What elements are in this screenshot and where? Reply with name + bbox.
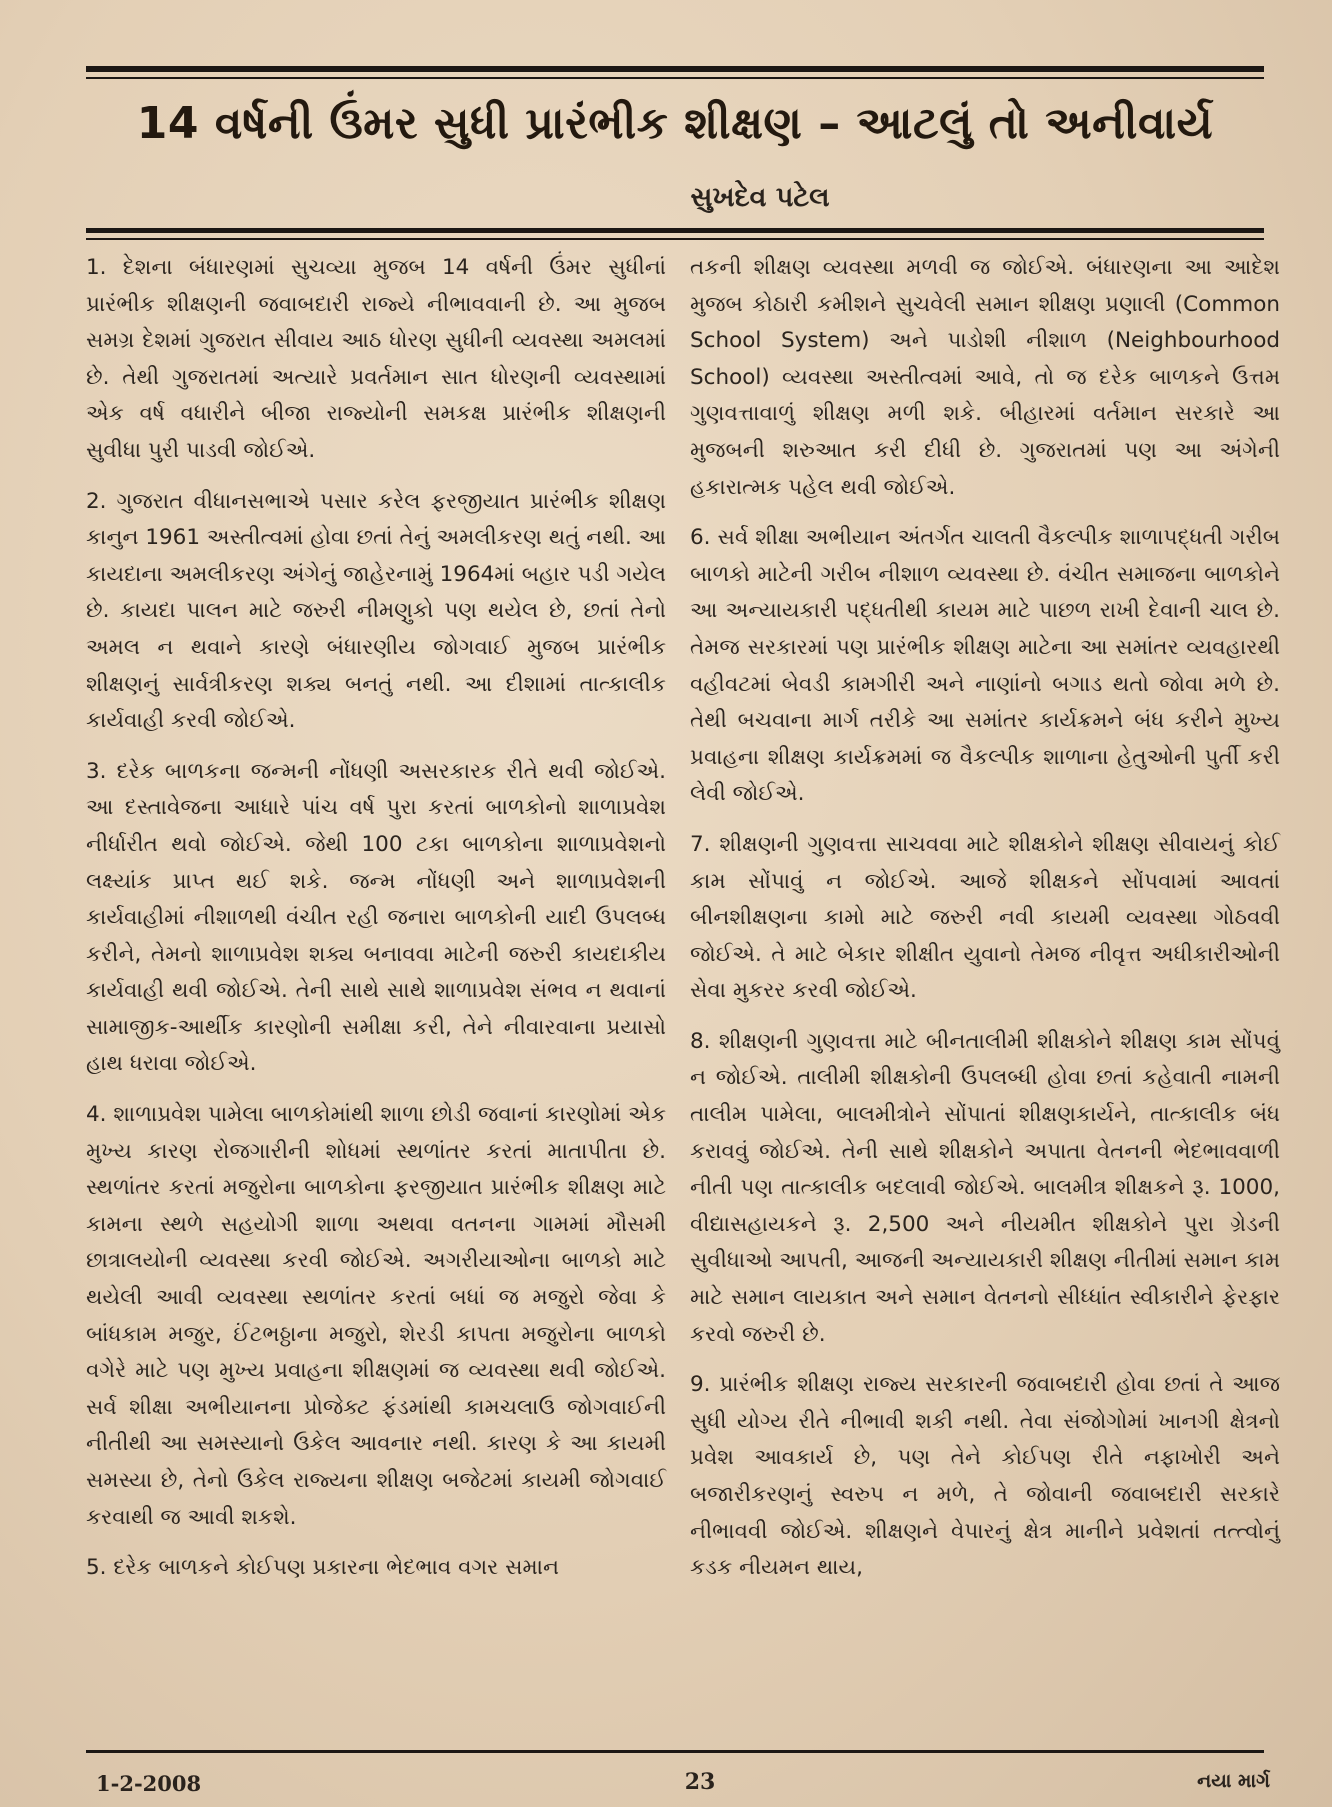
paragraph-2: 2. ગુજરાત વીધાનસભાએ પસાર કરેલ ફરજીયાત પ્રારંભીક શીક્ષણ કાનુન 1961 અસ્તીત્વમાં હોવા છતાં તેનું અમલીકરણ થતું નથી. આ કાયદાના અમલીકરણ અંગેનું જાહેરનામું 1964માં બહાર પડી ગયેલ છે. કાયદા પાલન માટે જરુરી નીમણુકો પણ થયેલ છે, છતાં તેનો અમલ ન થવાને કારણે બંધારણીય જોગવાઈ મુજબ પ્રારંભીક શીક્ષણનું સાર્વત્રીકરણ શક્ય બનતું નથી. આ દીશામાં તાત્કાલીક કાર્યવાહી કરવી જોઈએ.	[86, 488, 666, 734]
footer-rule	[86, 1750, 1264, 1753]
paragraph-9: 9. પ્રારંભીક શીક્ષણ રાજ્ય સરકારની જવાબદારી હોવા છતાં તે આજ સુધી યોગ્ય રીતે નીભાવી શકી નથી. તેવા સંજોગોમાં ખાનગી ક્ષેત્રનો પ્રવેશ આવકાર્ય છે, પણ તેને કોઈપણ રીતે નફાખોરી અને બજારીકરણનું સ્વરુપ ન મળે, તે જોવાની જવાબદારી સરકારે નીભાવવી જોઈએ. શીક્ષણને વેપારનું ક્ષેત્ર માનીને પ્રવેશતાં તત્ત્વોનું કડક નીયમન થાય,	[690, 1372, 1280, 1581]
paragraph-5-continued: તકની શીક્ષણ વ્યવસ્થા મળવી જ જોઈએ. બંધારણના આ આદેશ મુજબ કોઠારી કમીશને સુચવેલી સમાન શીક્ષણ પ્રણાલી (Common School System) અને પાડોશી નીશાળ (Neighbourhood School) વ્યવસ્થા અસ્તીત્વમાં આવે, તો જ દરેક બાળકને ઉત્તમ ગુણવત્તાવાળું શીક્ષણ મળી શકે. બીહારમાં વર્તમાન સરકારે આ મુજબની શરુઆત કરી દીધી છે. ગુજરાતમાં પણ આ અંગેની હકારાત્મક પહેલ થવી જોઈએ.	[690, 255, 1280, 500]
footer-date: 1-2-2008	[96, 1771, 202, 1796]
paragraph-6: 6. સર્વ શીક્ષા અભીયાન અંતર્ગત ચાલતી વૈકલ્પીક શાળાપદ્ધતી ગરીબ બાળકો માટેની ગરીબ નીશાળ વ્યવસ્થા છે. વંચીત સમાજના બાળકોને આ અન્યાયકારી પદ્ધતીથી કાયમ માટે પાછળ રાખી દેવાની ચાલ છે. તેમજ સરકારમાં પણ પ્રારંભીક શીક્ષણ માટેના આ સમાંતર વ્યવહારથી વહીવટમાં બેવડી કામગીરી અને નાણાંનો બગાડ થતો જોવા મળે છે. તેથી બચવાના માર્ગ તરીકે આ સમાંતર કાર્યક્રમને બંધ કરીને મુખ્ય પ્રવાહના શીક્ષણ કાર્યક્રમમાં જ વૈકલ્પીક શાળાના હેતુઓની પુર્તી કરી લેવી જોઈએ.	[690, 525, 1280, 807]
article-author: સુખદેવ પટેલ	[690, 182, 830, 213]
paragraph-7: 7. શીક્ષણની ગુણવત્તા સાચવવા માટે શીક્ષકોને શીક્ષણ સીવાયનું કોઈ કામ સોંપાવું ન જોઈએ. આજે શીક્ષકને સોંપવામાં આવતાં બીનશીક્ષણના કામો માટે જરુરી નવી કાયમી વ્યવસ્થા ગોઠવવી જોઈએ. તે માટે બેકાર શીક્ષીત યુવાનો તેમજ નીવૃત્ત અધીકારીઓની સેવા મુકરર કરવી જોઈએ.	[690, 831, 1280, 1004]
article-title: 14 વર્ષની ઉંમર સુધી પ્રારંભીક શીક્ષણ – આટલું તો અનીવાર્ય	[136, 98, 1214, 149]
page-number: 23	[684, 1769, 716, 1795]
right-column	[690, 250, 1280, 1601]
header-rule-thick	[86, 228, 1264, 233]
paragraph-1: 1. દેશના બંધારણમાં સુચવ્યા મુજબ 14 વર્ષની ઉંમર સુધીનાં પ્રારંભીક શીક્ષણની જવાબદારી રાજ્યે નીભાવવાની છે. આ મુજબ સમગ્ર દેશમાં ગુજરાત સીવાય આઠ ધોરણ સુધીની વ્યવસ્થા અમલમાં છે. તેથી ગુજરાતમાં અત્યારે પ્રવર્તમાન સાત ધોરણની વ્યવસ્થામાં એક વર્ષ વધારીને બીજા રાજ્યોની સમકક્ષ પ્રારંભીક શીક્ષણની સુવીધા પુરી પાડવી જોઈએ.	[86, 255, 666, 463]
top-rule-thin	[86, 77, 1264, 79]
top-rule-thick	[86, 66, 1264, 72]
paragraph-5-start: 5. દરેક બાળકને કોઈપણ પ્રકારના ભેદભાવ વગર સમાન	[86, 1555, 559, 1581]
left-column	[86, 250, 666, 1601]
paragraph-8: 8. શીક્ષણની ગુણવત્તા માટે બીનતાલીમી શીક્ષકોને શીક્ષણ કામ સોંપવું ન જોઈએ. તાલીમી શીક્ષકોની ઉપલબ્ધી હોવા છતાં કહેવાતી નામની તાલીમ પામેલા, બાલમીત્રોને સોંપાતાં શીક્ષણકાર્યને, તાત્કાલીક બંધ કરાવવું જોઈએ. તેની સાથે શીક્ષકોને અપાતા વેતનની ભેદભાવવાળી નીતી પણ તાત્કાલીક બદલાવી જોઈએ. બાલમીત્ર શીક્ષકને રૂ. 1000, વીદ્યાસહાયકને રૂ. 2,500 અને નીયમીત શીક્ષકોને પુરા ગ્રેડની સુવીધાઓ આપતી, આજની અન્યાયકારી શીક્ષણ નીતીમાં સમાન કામ માટે સમાન લાયકાત અને સમાન વેતનનો સીધ્ધાંત સ્વીકારીને ફેરફાર કરવો જરુરી છે.	[690, 1028, 1280, 1347]
magazine-name: નયા માર્ગ	[1197, 1770, 1270, 1792]
paragraph-3: 3. દરેક બાળકના જન્મની નોંધણી અસરકારક રીતે થવી જોઈએ. આ દસ્તાવેજના આધારે પાંચ વર્ષ પુરા કરતાં બાળકોનો શાળાપ્રવેશ નીર્ધારીત થવો જોઈએ. જેથી 100 ટકા બાળકોના શાળાપ્રવેશનો લક્ષ્યાંક પ્રાપ્ત થઈ શકે. જન્મ નોંધણી અને શાળાપ્રવેશની કાર્યવાહીમાં નીશાળથી વંચીત રહી જનારા બાળકોની યાદી ઉપલબ્ધ કરીને, તેમનો શાળાપ્રવેશ શક્ય બનાવવા માટેની જરુરી કાયદાકીય કાર્યવાહી થવી જોઈએ. તેની સાથે સાથે શાળાપ્રવેશ સંભવ ન થવાનાં સામાજીક-આર્થીક કારણોની સમીક્ષા કરી, તેને નીવારવાના પ્રયાસો હાથ ધરાવા જોઈએ.	[86, 758, 666, 1077]
header-rule-thin	[86, 238, 1264, 240]
paragraph-4: 4. શાળાપ્રવેશ પામેલા બાળકોમાંથી શાળા છોડી જવાનાં કારણોમાં એક મુખ્ય કારણ રોજગારીની શોધમાં સ્થળાંતર કરતાં માતાપીતા છે. સ્થળાંતર કરતાં મજુરોના બાળકોના ફરજીયાત પ્રારંભીક શીક્ષણ માટે કામના સ્થળે સહયોગી શાળા અથવા વતનના ગામમાં મૌસમી છાત્રાલયોની વ્યવસ્થા કરવી જોઈએ. અગરીયાઓના બાળકો માટે થયેલી આવી વ્યવસ્થા સ્થળાંતર કરતાં બધાં જ મજુરો જેવા કે બાંધકામ મજુર, ઈંટભઠ્ઠાના મજુરો, શેરડી કાપતા મજુરોના બાળકો વગેરે માટે પણ મુખ્ય પ્રવાહના શીક્ષણમાં જ વ્યવસ્થા થવી જોઈએ. સર્વ શીક્ષા અભીયાનના પ્રોજેક્ટ ફંડમાંથી કામચલાઉ જોગવાઈની નીતીથી આ સમસ્યાનો ઉકેલ આવનાર નથી. કારણ કે આ કાયમી સમસ્યા છે, તેનો ઉકેલ રાજ્યના શીક્ષણ બજેટમાં કાયમી જોગવાઈ કરવાથી જ આવી શકશે.	[86, 1102, 666, 1530]
